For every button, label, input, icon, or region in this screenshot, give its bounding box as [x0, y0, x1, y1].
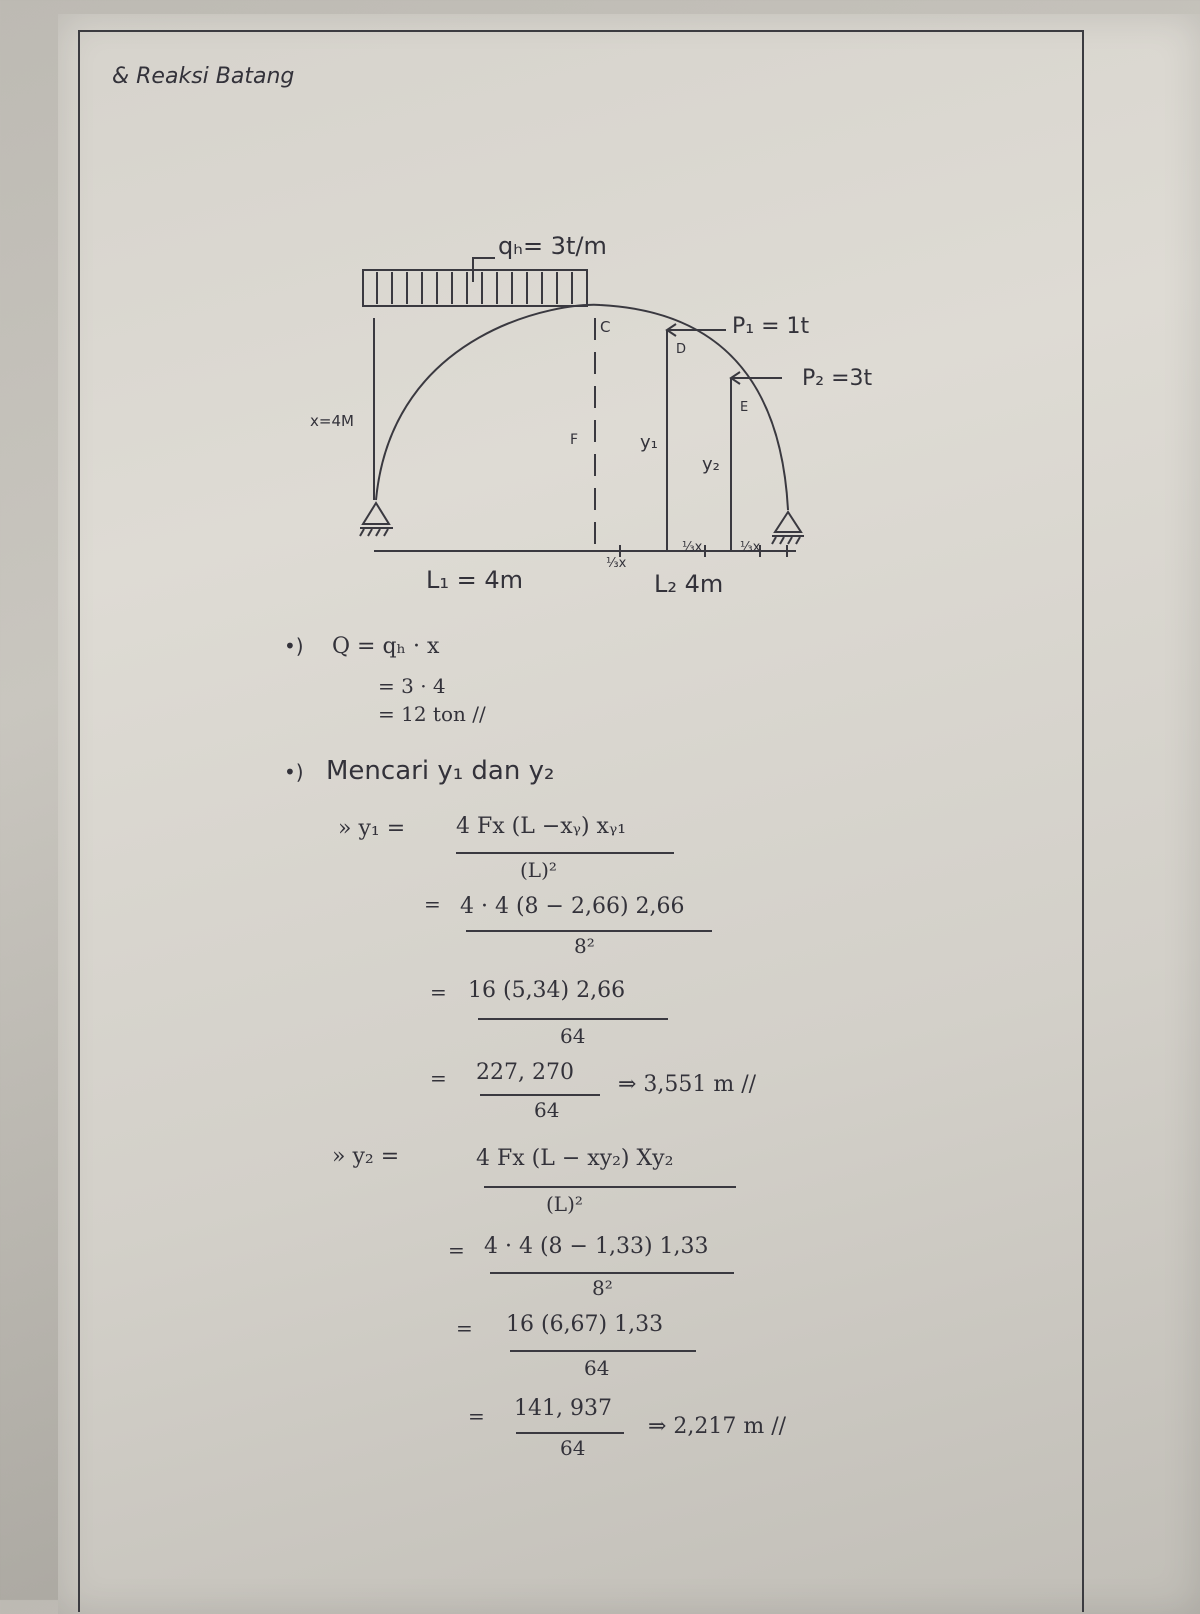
arch-curve	[376, 305, 788, 510]
point-d-label: D	[676, 342, 687, 357]
y2-denominator-3: 64	[584, 1356, 610, 1380]
y2-lhs: » y₂ =	[332, 1144, 400, 1169]
third-x-label-3: ⅓x	[740, 540, 761, 555]
y2-denominator-1: (L)²	[546, 1192, 583, 1216]
y1-denominator-1: (L)²	[520, 858, 557, 882]
point-c-label: C	[600, 318, 611, 336]
l2-label: L₂ 4m	[654, 570, 724, 598]
x-height-label: x=4M	[310, 412, 354, 430]
q-line-3: = 12 ton //	[378, 702, 486, 726]
y2-label: y₂	[702, 454, 720, 475]
q-line-1: Q = qₕ · x	[332, 634, 440, 659]
y2-numerator-2: 4 · 4 (8 − 1,33) 1,33	[484, 1234, 709, 1259]
y1-fraction-line-3	[478, 1018, 668, 1020]
y1-fraction-line-4	[480, 1094, 600, 1096]
y2-result: ⇒ 2,217 m //	[648, 1414, 787, 1439]
y2-fraction-line-4	[516, 1432, 624, 1434]
y1-fraction-line-1	[456, 852, 674, 854]
y1-label: y₁	[640, 432, 658, 453]
y1-denominator-2: 8²	[574, 934, 595, 958]
y2-numerator-4: 141, 937	[514, 1396, 612, 1421]
l1-label: L₁ = 4m	[426, 566, 524, 594]
y1-numerator-3: 16 (5,34) 2,66	[468, 978, 626, 1003]
y1-equals-2: =	[424, 892, 441, 916]
load-label: qₕ= 3t/m	[498, 232, 607, 260]
third-x-label-1: ⅓x	[606, 556, 627, 571]
y1-denominator-3: 64	[560, 1024, 586, 1048]
y2-fraction-line-1	[484, 1186, 736, 1188]
q-line-2: = 3 · 4	[378, 674, 446, 698]
y2-equals-3: =	[456, 1316, 473, 1340]
y2-fraction-line-2	[490, 1272, 734, 1274]
y2-numerator-3: 16 (6,67) 1,33	[506, 1312, 664, 1337]
y1-numerator-4: 227, 270	[476, 1060, 574, 1085]
y1-numerator-1: 4 Fx (L −xᵧ) xᵧ₁	[456, 814, 627, 839]
y2-equals-2: =	[448, 1238, 465, 1262]
distributed-load-box	[363, 270, 587, 306]
p1-label: P₁ = 1t	[732, 314, 810, 339]
y1-numerator-2: 4 · 4 (8 − 2,66) 2,66	[460, 894, 685, 919]
y-section-bullet: •)	[284, 760, 304, 784]
point-e-label: E	[740, 400, 749, 415]
y2-denominator-4: 64	[560, 1436, 586, 1460]
q-bullet: •)	[284, 634, 304, 658]
heading: & Reaksi Batang	[112, 64, 295, 89]
y2-denominator-2: 8²	[592, 1276, 613, 1300]
y1-equals-3: =	[430, 980, 447, 1004]
y-section-title: Mencari y₁ dan y₂	[326, 756, 555, 786]
y2-equals-4: =	[468, 1404, 485, 1428]
y1-lhs: » y₁ =	[338, 816, 406, 841]
y1-equals-4: =	[430, 1066, 447, 1090]
y1-result: ⇒ 3,551 m //	[618, 1072, 757, 1097]
y1-fraction-line-2	[466, 930, 712, 932]
third-x-label-2: ⅓x	[682, 540, 703, 555]
y1-denominator-4: 64	[534, 1098, 560, 1122]
point-f-label: F	[570, 432, 579, 448]
p2-label: P₂ =3t	[802, 366, 873, 391]
y2-numerator-1: 4 Fx (L − xy₂) Xy₂	[476, 1146, 674, 1171]
y2-fraction-line-3	[510, 1350, 696, 1352]
